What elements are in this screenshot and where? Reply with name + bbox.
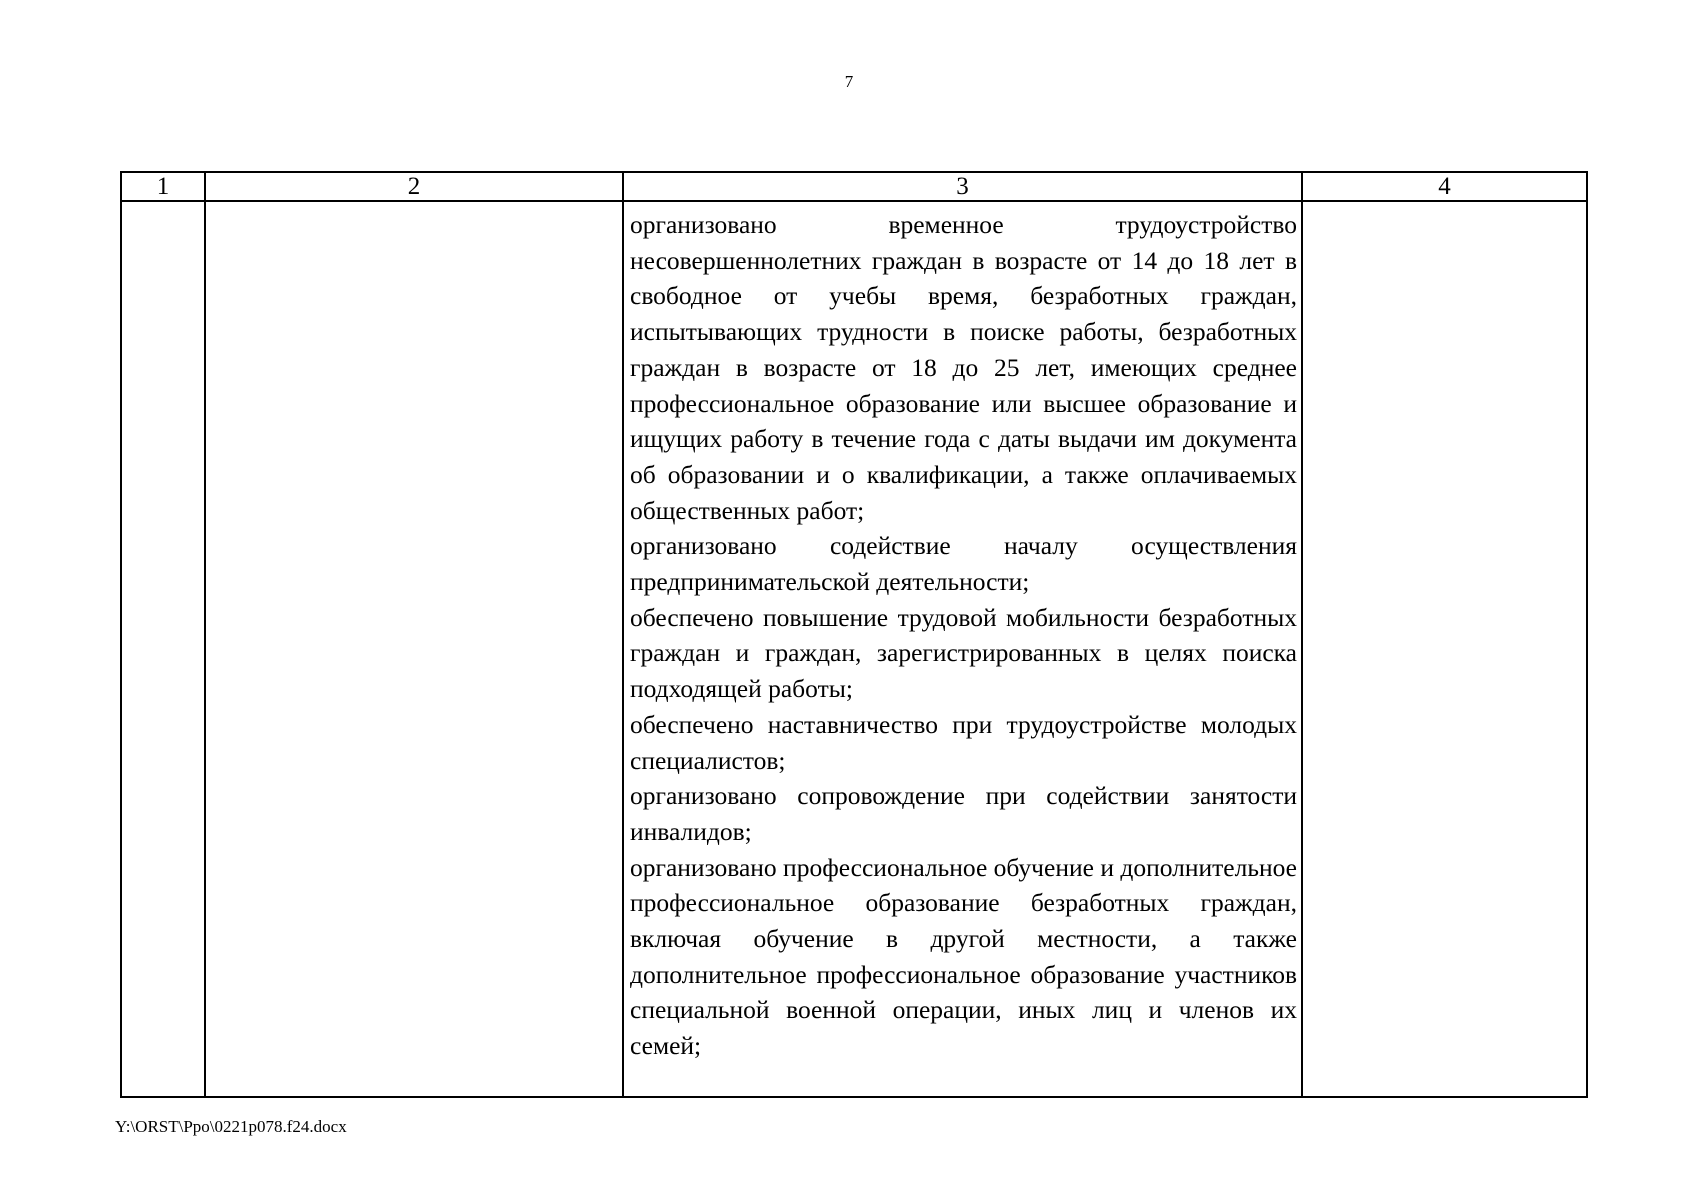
paragraph-professional-training: организовано профессиональное обучение и дополнительное профессиональное образование безработных граждан, включая обучение в другой местности, а также дополнительное профессиональное образование участников специальной военной операции, иных лиц и членов их семей; [630, 852, 1297, 1061]
footer-file-path: Y:\ORST\Ppo\0221p078.f24.docx [115, 1117, 347, 1136]
cell-col-2 [205, 201, 623, 1097]
paragraph-mentorship: обеспечено наставничество при трудоустройстве молодых специалистов; [630, 709, 1297, 775]
paragraph-disability-support: организовано сопровождение при содействии занятости инвалидов; [630, 781, 1297, 846]
cell-col-4 [1302, 201, 1587, 1097]
paragraph-entrepreneurship: организовано содействие началу осуществления предпринимательской деятельности; [630, 531, 1297, 597]
table-row [121, 201, 1587, 1097]
column-header-2: 2 [205, 172, 623, 201]
paragraph-labor-mobility: обеспечено повышение трудовой мобильности безработных граждан и граждан, зарегистрированных в целях поиска подходящей работы; [630, 602, 1297, 704]
column-header-4: 4 [1302, 172, 1587, 201]
cell-col-3 [623, 201, 1302, 1097]
table-header-row [121, 172, 1587, 201]
page-number: 7 [844, 72, 854, 91]
content-table [120, 171, 1588, 1098]
column-header-1: 1 [121, 172, 205, 201]
cell-col-1 [121, 201, 205, 1097]
paragraph-temporary-employment: организовано временное трудоустройство несовершеннолетних граждан в возрасте от 14 до 18 лет в свободное от учебы время, безработных граждан, испытывающих трудности в поиске работы, безработных граждан в возрасте от 18 до 25 лет, имеющих среднее профессиональное образование или высшее образование и ищущих работу в течение года с даты выдачи им документа об образовании и о квалификации, а также оплачиваемых общественных работ; [630, 210, 1297, 525]
column-header-3: 3 [623, 172, 1302, 201]
cell-col-3-text [624, 202, 1301, 1064]
